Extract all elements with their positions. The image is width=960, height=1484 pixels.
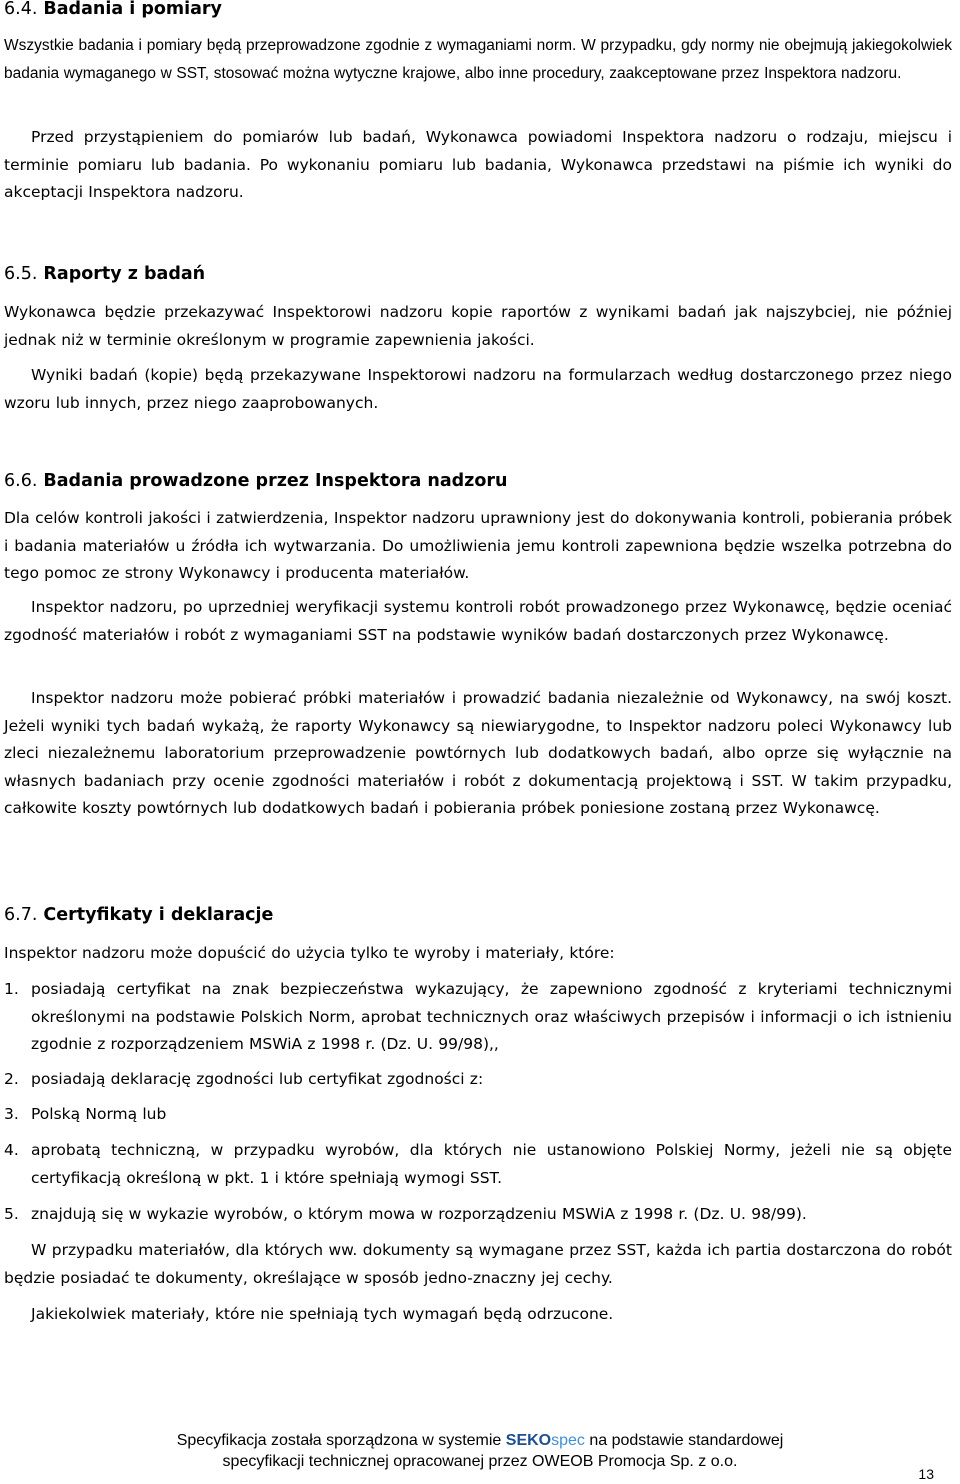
list-item [4, 1201, 952, 1229]
list-number: 5. [4, 1205, 19, 1223]
list-number: 4. [4, 1141, 19, 1159]
footer-text: na podstawie standardowej [589, 1432, 784, 1449]
list-text: znajdują się w wykazie wyrobów, o którym mowa w rozporządzeniu MSWiA z 1998 r. (Dz. U. 98/99). [31, 1205, 807, 1223]
list-item [4, 1066, 952, 1094]
page-number: 13 [918, 1466, 934, 1482]
paragraph: W przypadku materiałów, dla których ww. dokumenty są wymagane przez SST, każda ich partia dostarczona do robót będzie posiadać te dokumenty, określające w sposób jedno-znaczny jej cechy. [4, 1241, 952, 1287]
list-text: aprobatą techniczną, w przypadku wyrobów, dla których nie ustanowiono Polskiej Normy, jeżeli nie są objęte certyfikacją określoną w pkt. 1 i które spełniają wymogi SST. [31, 1141, 952, 1187]
paragraph: Przed przystąpieniem do pomiarów lub badań, Wykonawca powiadomi Inspektora nadzoru o rodzaju, miejscu i terminie pomiaru lub badania. Po wykonaniu pomiaru lub badania, Wykonawca przedstawi na piśmie ich wyniki do akceptacji Inspektora nadzoru. [4, 128, 952, 201]
section-number: 6.7. [4, 905, 38, 925]
section-title: Badania prowadzone przez Inspektora nadzoru [43, 471, 508, 491]
paragraph: Wszystkie badania i pomiary będą przeprowadzone zgodnie z wymaganiami norm. W przypadku, gdy normy nie obejmują jakiegokolwiek badania wymaganego w SST, stosować można wytyczne krajowe, albo inne procedury, zaakceptowane przez Inspektora nadzoru. [4, 37, 952, 82]
list-text: Polską Normą lub [31, 1105, 167, 1123]
list-number: 2. [4, 1070, 19, 1088]
section-heading-6-6 [4, 469, 952, 493]
list-text: posiadają certyfikat na znak bezpieczeństwa wykazujący, że zapewniono zgodność z kryteriami technicznymi określonymi na podstawie Polskich Norm, aprobat technicznych oraz właściwych przepisów i informacji o ich istnieniu zgodnie z rozporządzeniem MSWiA z 1998 r. (Dz. U. 99/98),, [31, 980, 952, 1053]
paragraph: Inspektor nadzoru może pobierać próbki materiałów i prowadzić badania niezależnie od Wykonawcy, na swój koszt. Jeżeli wyniki tych badań wykażą, że raporty Wykonawcy są niewiarygodne, to Inspektor nadzoru poleci Wykonawcy lub zleci niezależnemu laboratorium przeprowadzenie powtórnych lub dodatkowych badań, albo oprze się wyłącznie na własnych badaniach przy ocenie zgodności materiałów i robót z dokumentacją projektową i SST. W takim przypadku, całkowite koszty powtórnych lub dodatkowych badań i pobierania próbek poniesione zostaną przez Wykonawcę. [4, 689, 952, 817]
list-item [4, 1137, 952, 1192]
section-number: 6.5. [4, 264, 38, 284]
brand-logo-part: SEKO [505, 1432, 552, 1449]
section-title: Certyfikaty i deklaracje [43, 905, 274, 925]
footer-text: Specyfikacja została sporządzona w systemie [176, 1432, 502, 1449]
footer-line-2: specyfikacji technicznej opracowanej przez OWEOB Promocja Sp. z o.o. [222, 1453, 738, 1470]
paragraph: Wykonawca będzie przekazywać Inspektorowi nadzoru kopie raportów z wynikami badań jak najszybciej, nie później jednak niż w terminie określonym w programie zapewnienia jakości. [4, 303, 952, 349]
brand-logo-part: spec [551, 1432, 585, 1449]
paragraph: Inspektor nadzoru może dopuścić do użycia tylko te wyroby i materiały, które: [4, 944, 615, 962]
section-number: 6.6. [4, 471, 38, 491]
section-heading-6-4 [4, 0, 952, 21]
page-footer [0, 1430, 960, 1472]
section-heading-6-5 [4, 262, 952, 286]
section-number: 6.4. [4, 0, 38, 19]
section-title: Badania i pomiary [43, 0, 222, 19]
paragraph: Inspektor nadzoru, po uprzedniej weryfikacji systemu kontroli robót prowadzonego przez Wykonawcę, będzie oceniać zgodność materiałów i robót z wymaganiami SST na podstawie wyników badań dostarczonych przez Wykonawcę. [4, 598, 952, 644]
paragraph: Jakiekolwiek materiały, które nie spełniają tych wymagań będą odrzucone. [31, 1305, 614, 1323]
list-item [4, 1101, 952, 1129]
list-item [4, 976, 952, 1059]
section-title: Raporty z badań [43, 264, 206, 284]
list-text: posiadają deklarację zgodności lub certyfikat zgodności z: [31, 1070, 484, 1088]
paragraph: Dla celów kontroli jakości i zatwierdzenia, Inspektor nadzoru uprawniony jest do dokonywania kontroli, pobierania próbek i badania materiałów u źródła ich wytwarzania. Do umożliwienia jemu kontroli zapewniona będzie wszelka potrzebna do tego pomoc ze strony Wykonawcy i producenta materiałów. [4, 509, 952, 582]
brand-logo [506, 1432, 585, 1449]
paragraph: Wyniki badań (kopie) będą przekazywane Inspektorowi nadzoru na formularzach według dostarczonego przez niego wzoru lub innych, przez niego zaaprobowanych. [4, 366, 952, 412]
footer-line-1 [0, 1430, 960, 1451]
list-number: 3. [4, 1105, 19, 1123]
section-heading-6-7 [4, 903, 952, 927]
list-number: 1. [4, 980, 19, 998]
